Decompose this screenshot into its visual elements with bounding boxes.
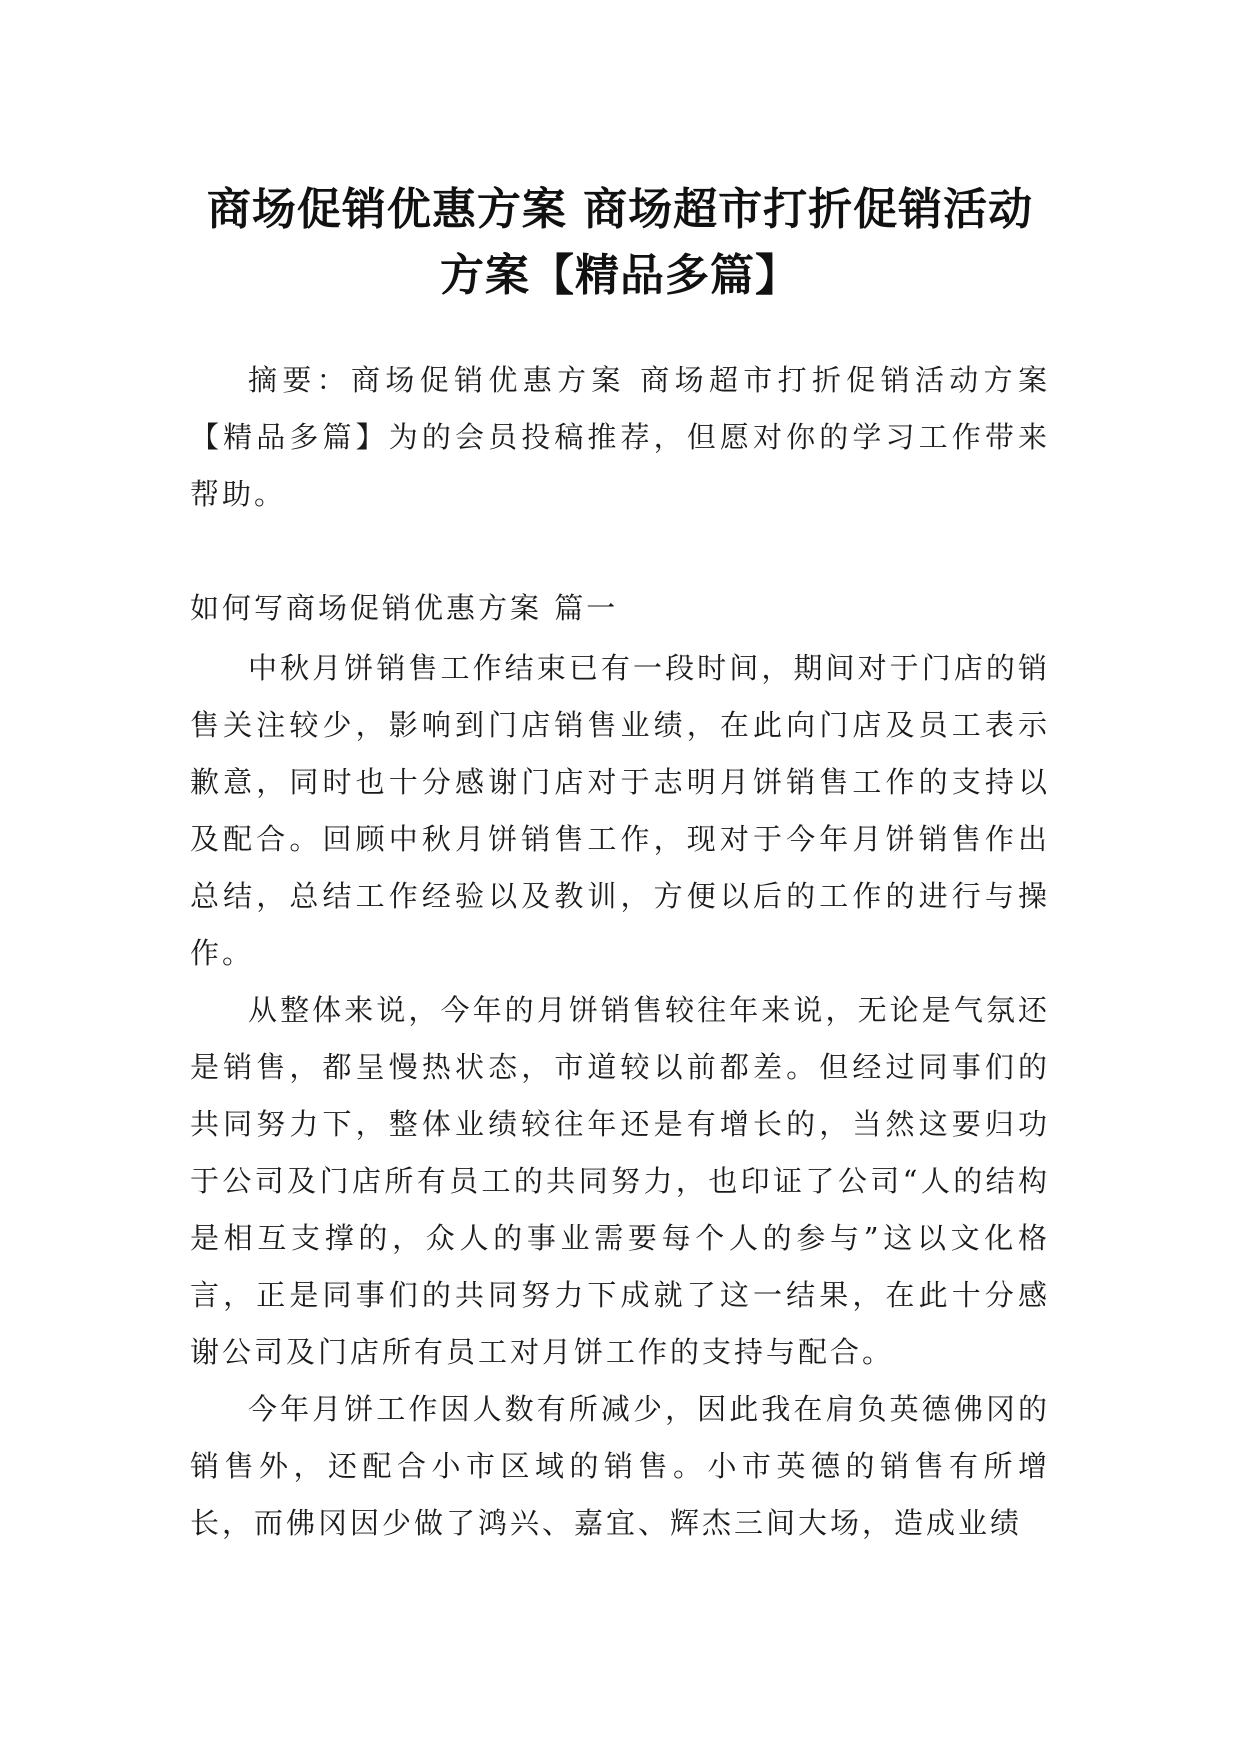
content-paragraph-3: 今年月饼工作因人数有所减少，因此我在肩负英德佛冈的销售外，还配合小市区域的销售。小市英德的销售有所增长，而佛冈因少做了鸿兴、嘉宜、辉杰三间大场，造成业绩 (190, 1392, 1050, 1540)
content-paragraph-2: 从整体来说，今年的月饼销售较往年来说，无论是气氛还是销售，都呈慢热状态，市道较以前都差。但经过同事们的共同努力下，整体业绩较往年还是有增长的，当然这要归功于公司及门店所有员工的共同努力，也印证了公司“人的结构是相互支撑的，众人的事业需要每个人的参与”这以文化格言，正是同事们的共同努力下成就了这一结果，在此十分感谢公司及门店所有员工对月饼工作的支持与配合。 (190, 993, 1050, 1369)
content-block (190, 640, 1050, 1552)
section-heading: 如何写商场促销优惠方案 篇一 (190, 591, 619, 625)
document-title (150, 177, 1090, 309)
content-paragraph-1: 中秋月饼销售工作结束已有一段时间，期间对于门店的销售关注较少，影响到门店销售业绩，在此向门店及员工表示歉意，同时也十分感谢门店对于志明月饼销售工作的支持以及配合。回顾中秋月饼销售工作，现对于今年月饼销售作出总结，总结工作经验以及教训，方便以后的工作的进行与操作。 (190, 651, 1050, 970)
abstract-block (190, 352, 1050, 523)
abstract-paragraph: 摘要：商场促销优惠方案 商场超市打折促销活动方案【精品多篇】为的会员投稿推荐，但愿对你的学习工作带来帮助。 (190, 363, 1050, 511)
title-line-2: 方案【精品多篇】 (440, 250, 800, 302)
title-line-1: 商场促销优惠方案 商场超市打折促销活动 (206, 184, 1034, 236)
